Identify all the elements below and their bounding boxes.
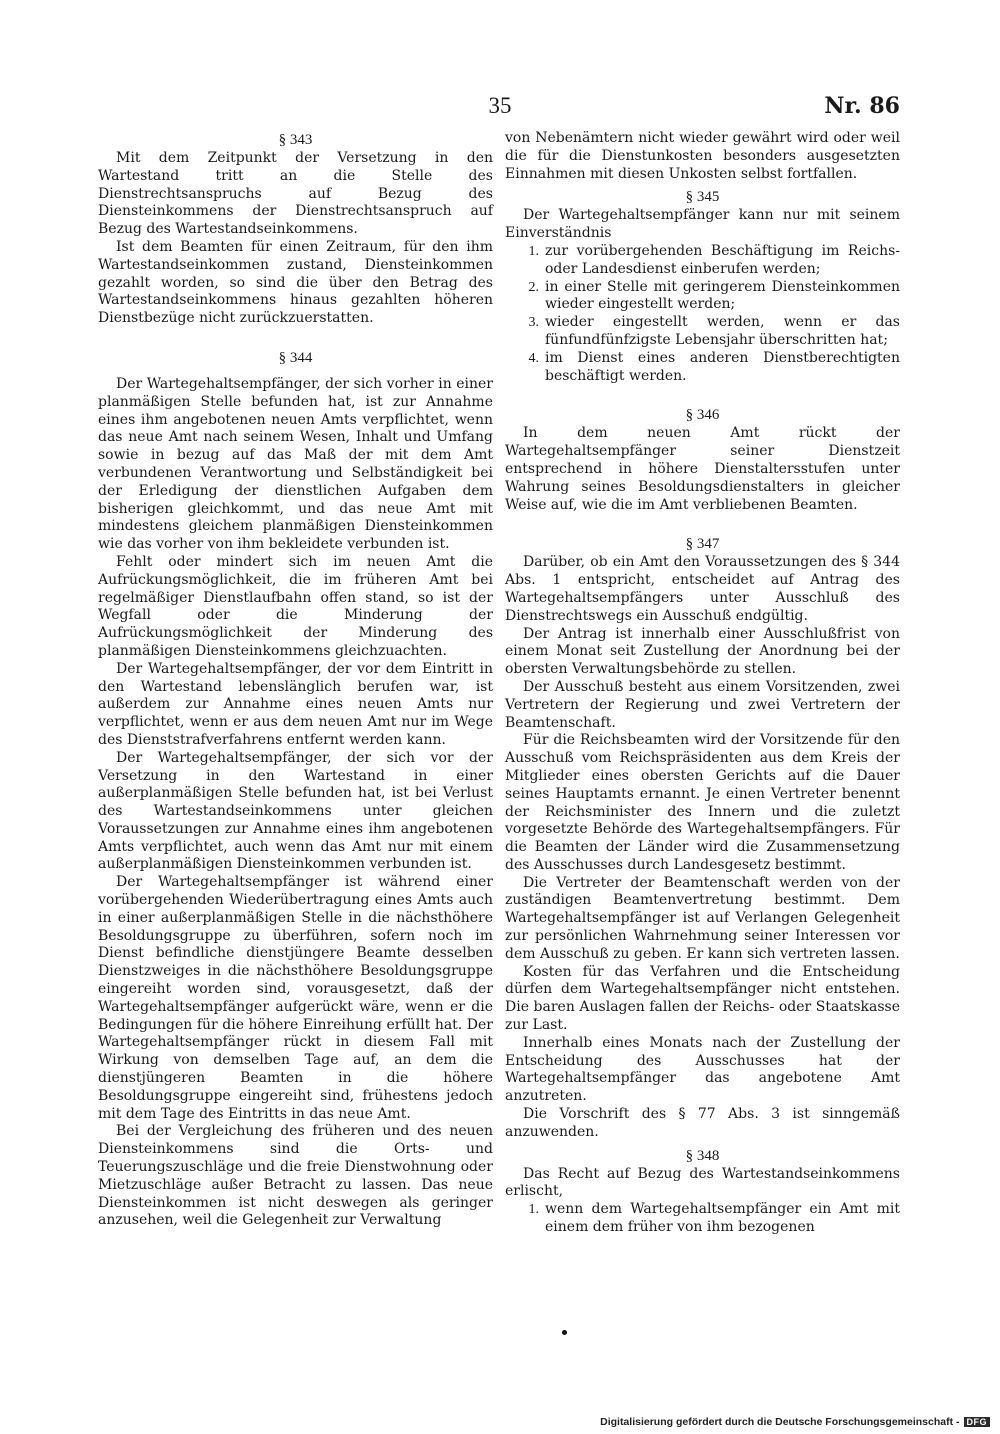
paragraph: Der Antrag ist innerhalb einer Ausschlußfrist von einem Monat seit Zustellung der Anordnung bei der obersten Verwaltungsbehörde zu stellen.	[505, 625, 900, 678]
list-item-number: 1.	[528, 243, 539, 259]
list-item-text: im Dienst eines anderen Dienstberechtigten beschäftigt werden.	[545, 349, 900, 384]
right-column	[505, 130, 900, 1237]
paragraph: In dem neuen Amt rückt der Wartegehaltsempfänger seiner Dienstzeit entsprechend in höhere Dienstaltersstufen unter Wahrung seines Besoldungsdienstalters in gleicher Weise auf, wie die im Amt verbliebenen Beamten.	[505, 425, 900, 513]
list-item	[505, 243, 900, 279]
list-345	[505, 243, 900, 385]
print-mark	[562, 1330, 567, 1335]
list-item-text: wenn dem Wartegehaltsempfänger ein Amt mit einem dem früher von ihm bezogenen	[545, 1201, 900, 1236]
paragraph: Der Ausschuß besteht aus einem Vorsitzenden, zwei Vertretern der Regierung und zwei Vertretern der Beamtenschaft.	[505, 678, 900, 731]
digitization-credit	[600, 1416, 990, 1428]
paragraph: Der Wartegehaltsempfänger, der vor dem Eintritt in den Wartestand lebenslänglich berufen war, ist außerdem zur Annahme eines neuen Amts nur verpflichtet, wenn er aus dem neuen Amt nur im Wege des Dienststrafverfahrens entfernt werden kann.	[98, 660, 493, 748]
list-item-text: zur vorübergehenden Beschäftigung im Reichs- oder Landesdienst einberufen werden;	[545, 242, 900, 277]
section-heading-343: § 343	[278, 132, 313, 148]
credit-text: Digitalisierung gefördert durch die Deutsche Forschungsgemeinschaft -	[600, 1416, 960, 1428]
section-heading-348: § 348	[685, 1147, 720, 1164]
left-column	[98, 130, 493, 1230]
list-item-text: in einer Stelle mit geringerem Diensteinkommen wieder eingestellt werden;	[545, 278, 900, 313]
section-heading-345: § 345	[685, 189, 720, 206]
list-348	[505, 1201, 900, 1237]
list-item	[505, 350, 900, 386]
issue-number: Nr. 86	[824, 93, 900, 119]
section-heading-346: § 346	[685, 407, 720, 424]
section-heading-344: § 344	[278, 349, 313, 366]
list-item	[505, 1201, 900, 1237]
paragraph: Mit dem Zeitpunkt der Versetzung in den Wartestand tritt an die Stelle des Dienstrechtsanspruchs auf Bezug des Diensteinkommens der Dienstrechtsanspruch auf Bezug des Wartestandseinkommens.	[98, 150, 493, 238]
list-item-number: 1.	[528, 1202, 539, 1218]
list-item-number: 4.	[528, 350, 539, 366]
paragraph: Die Vertreter der Beamtenschaft werden von der zuständigen Beamtenvertretung bestimmt. Dem Wartegehaltsempfänger ist auf Verlangen Gelegenheit zur persönlichen Wahrnehmung seiner Interessen vor dem Ausschuß zu geben. Er kann sich vertreten lassen.	[505, 874, 900, 962]
list-item-number: 2.	[528, 279, 539, 295]
page-number: 35	[488, 93, 512, 118]
list-item	[505, 314, 900, 350]
paragraph: Das Recht auf Bezug des Wartestandseinkommens erlischt,	[505, 1165, 900, 1200]
list-item-text: wieder eingestellt werden, wenn er das fünfundfünfzigste Lebensjahr überschritten hat;	[545, 314, 900, 348]
paragraph: Innerhalb eines Monats nach der Zustellung der Entscheidung des Ausschusses hat der Wartegehaltsempfänger das angebotene Amt anzutreten.	[505, 1034, 900, 1105]
paragraph: Ist dem Beamten für einen Zeitraum, für den ihm Wartestandseinkommen zustand, Diensteinkommen gezahlt worden, so sind die über den Betrag des Wartestandseinkommens hinaus gezahlten höheren Dienstbezüge nicht zurückzuerstatten.	[98, 238, 493, 327]
paragraph: Der Wartegehaltsempfänger ist während einer vorübergehenden Wiederübertragung eines Amts auch in einer außerplanmäßigen Stelle in die nächsthöhere Besoldungsgruppe zu überführen, sofern noch im Dienst befindliche dienstjüngere Beamte desselben Dienstzweiges in die nächsthöhere Besoldungsgruppe eingereiht worden sind, vorausgesetzt, daß der Wartegehaltsempfänger aufgerückt wäre, wenn er die Bedingungen für die höhere Einreihung erfüllt hat. Der Wartegehaltsempfänger rückt in diesem Fall mit Wirkung von demselben Tage auf, an dem die dienstjüngeren Beamten in die höhere Besoldungsgruppe eingereiht sind, frühestens jedoch mit dem Tage des Eintritts in das neue Amt.	[98, 874, 493, 1122]
list-item-number: 3.	[528, 315, 539, 331]
paragraph: von Nebenämtern nicht wieder gewährt wird oder weil die für die Dienstunkosten besonders ausgesetzten Einnahmen mit diesen Unkosten selbst fortfallen.	[505, 130, 900, 182]
paragraph: Fehlt oder mindert sich im neuen Amt die Aufrückungsmöglichkeit, die im früheren Amt bei regelmäßiger Dienstlaufbahn offen stand, so ist der Wegfall oder die Minderung der Aufrückungsmöglichkeit der Minderung des planmäßigen Diensteinkommens gleichzuachten.	[98, 553, 493, 659]
paragraph: Die Vorschrift des § 77 Abs. 3 ist sinngemäß anzuwenden.	[505, 1106, 900, 1140]
list-item	[505, 279, 900, 315]
section-heading-347: § 347	[685, 536, 720, 553]
paragraph: Der Wartegehaltsempfänger, der sich vor der Versetzung in den Wartestand in einer außerplanmäßigen Stelle befunden hat, ist bei Verlust des Wartestandseinkommens unter gleichen Voraussetzungen zur Annahme eines ihm angebotenen Amts verpflichtet, auch wenn das Amt nur mit einem außerplanmäßigen Diensteinkommen verbunden ist.	[98, 749, 493, 873]
paragraph: Bei der Vergleichung des früheren und des neuen Diensteinkommens sind die Orts- und Teuerungszuschläge und die freie Dienstwohnung oder Mietzuschläge außer Betracht zu lassen. Das neue Diensteinkommen ist nicht deswegen als geringer anzusehen, weil die Gelegenheit zur Verwaltung	[98, 1123, 493, 1229]
paragraph: Für die Reichsbeamten wird der Vorsitzende für den Ausschuß vom Reichspräsidenten aus dem Kreis der Mitglieder eines obersten Gerichts auf die Dauer seines Hauptamts ernannt. Je einen Vertreter benennt der Reichsminister des Innern und die zuletzt vorgesetzte Behörde des Wartegehaltsempfängers. Für die Beamten der Länder wird die Zusammensetzung des Ausschusses durch Landesgesetz bestimmt.	[505, 732, 900, 873]
paragraph: Kosten für das Verfahren und die Entscheidung dürfen dem Wartegehaltsempfänger nicht entstehen. Die baren Auslagen fallen der Reichs- oder Staatskasse zur Last.	[505, 963, 900, 1034]
dfg-logo: DFG	[964, 1417, 991, 1427]
paragraph: Darüber, ob ein Amt den Voraussetzungen des § 344 Abs. 1 entspricht, entscheidet auf Antrag des Wartegehaltsempfängers unter Ausschluß des Dienstrechtswegs ein Ausschuß endgültig.	[505, 554, 900, 624]
paragraph: Der Wartegehaltsempfänger, der sich vorher in einer planmäßigen Stelle befunden hat, ist zur Annahme eines ihm angebotenen neuen Amts verpflichtet, wenn das neue Amt nach seinem Wesen, Inhalt und Umfang sowie in bezug auf das Maß der mit dem Amt verbundenen Verantwortung und Selbständigkeit bei der Erledigung der dienstlichen Aufgaben dem bisherigen gleichkommt, und das neue Amt mit mindestens gleichem planmäßigen Diensteinkommen wie das vorher von ihm bekleidete verbunden ist.	[98, 375, 493, 553]
paragraph: Der Wartegehaltsempfänger kann nur mit seinem Einverständnis	[505, 207, 900, 242]
